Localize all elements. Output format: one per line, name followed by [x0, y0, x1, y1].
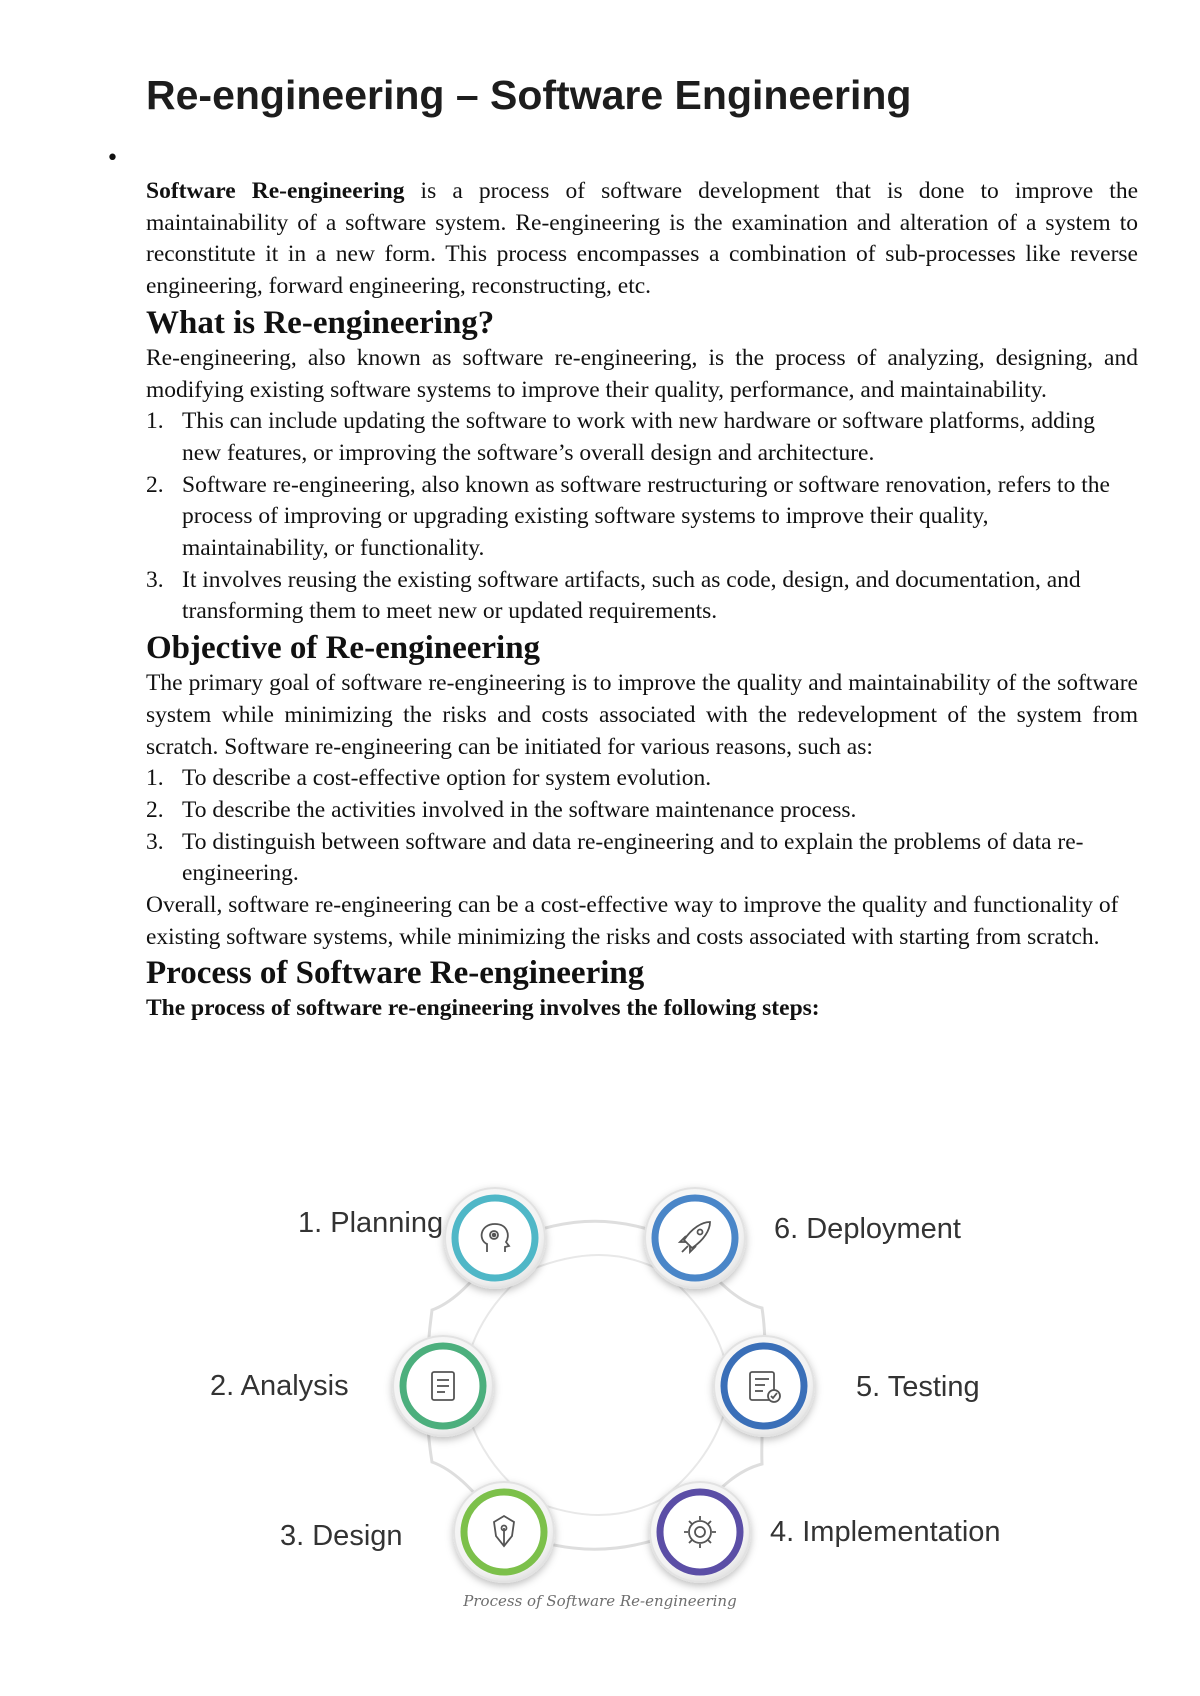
heading-objective: Objective of Re-engineering: [146, 630, 541, 667]
implementation-ring: [660, 1492, 740, 1572]
list-item-text: To distinguish between software and data re-engineering and to explain the problems of data re-engineering.: [182, 828, 1084, 887]
intro-paragraph: [146, 176, 1138, 303]
bullet-marker: •: [106, 146, 119, 171]
step-deployment: [645, 1188, 961, 1288]
list-number: 3.: [146, 566, 164, 593]
list-item-text: It involves reusing the existing software artifacts, such as code, design, and documentation, and transforming them to meet new or updated requirements.: [182, 566, 1081, 625]
process-subheading: The process of software re-engineering involves the following steps:: [146, 995, 820, 1022]
step-label: 4. Implementation: [770, 1516, 1001, 1548]
overall-paragraph: Overall, software re-engineering can be a cost-effective way to improve the quality and functionality of existing software systems, while minimizing the risks and costs associated with starting from scratch.: [146, 892, 1119, 950]
step-design: [280, 1482, 554, 1582]
intro-bold-term: Software Re-engineering: [146, 178, 405, 204]
process-diagram: [150, 1160, 1080, 1620]
step-label: 5. Testing: [856, 1371, 980, 1403]
list-number: 2.: [146, 471, 164, 498]
what-is-paragraph: Re-engineering, also known as software re-engineering, is the process of analyzing, designing, and modifying existing software systems to improve their quality, performance, and maintainability.: [146, 344, 1138, 403]
step-analysis: [210, 1336, 493, 1436]
heading-process: Process of Software Re-engineering: [146, 955, 645, 992]
list-number: 1.: [146, 408, 164, 435]
step-label: 1. Planning: [298, 1207, 444, 1239]
list-number: 1.: [146, 765, 164, 792]
list-item: [146, 406, 1138, 469]
heading-what-is: What is Re-engineering?: [146, 304, 495, 341]
step-label: 2. Analysis: [210, 1370, 349, 1402]
list-item: [146, 565, 1138, 628]
objective-list: [146, 763, 1138, 890]
figure-caption: Process of Software Re-engineering: [463, 1592, 737, 1610]
deployment-ring: [655, 1198, 735, 1278]
list-item-text: To describe a cost-effective option for system evolution.: [182, 765, 712, 792]
step-implementation: [650, 1482, 1001, 1582]
list-item: [146, 470, 1138, 565]
list-item-text: This can include updating the software to work with new hardware or software platforms, adding new features, or improving the software’s overall design and architecture.: [182, 408, 1095, 466]
inner-ring: [462, 1255, 730, 1515]
what-is-list: [146, 406, 1138, 628]
list-number: 3.: [146, 828, 164, 855]
intro-text: is a process of software development that is done to improve the maintainability of a software system. Re-engineering is the examination and alteration of a system to reconstitute it in a new form. This process encompasses a combination of sub-processes like reverse engineering, forward engineering, reconstructing, etc.: [146, 178, 1139, 300]
list-number: 2.: [146, 796, 164, 823]
step-label: 3. Design: [280, 1520, 403, 1552]
testing-ring: [724, 1346, 804, 1426]
objective-paragraph: The primary goal of software re-engineering is to improve the quality and maintainability of the software system while minimizing the risks and costs associated with the redevelopment of the system from scratch. Software re-engineering can be initiated for various reasons, such as:: [146, 670, 1138, 760]
step-label: 6. Deployment: [774, 1213, 961, 1245]
step-testing: [714, 1336, 980, 1436]
document-body: [146, 176, 1138, 1025]
list-item: [146, 795, 1138, 827]
page-title: Re-engineering – Software Engineering: [146, 72, 912, 118]
list-item-text: To describe the activities involved in the software maintenance process.: [182, 796, 857, 823]
list-item: [146, 763, 1138, 795]
list-item: [146, 827, 1138, 890]
list-item-text: Software re-engineering, also known as software restructuring or software renovation, refers to the process of improving or upgrading existing software systems to improve their quality, maintainability, or functionality.: [182, 471, 1110, 562]
step-planning: [298, 1188, 545, 1288]
